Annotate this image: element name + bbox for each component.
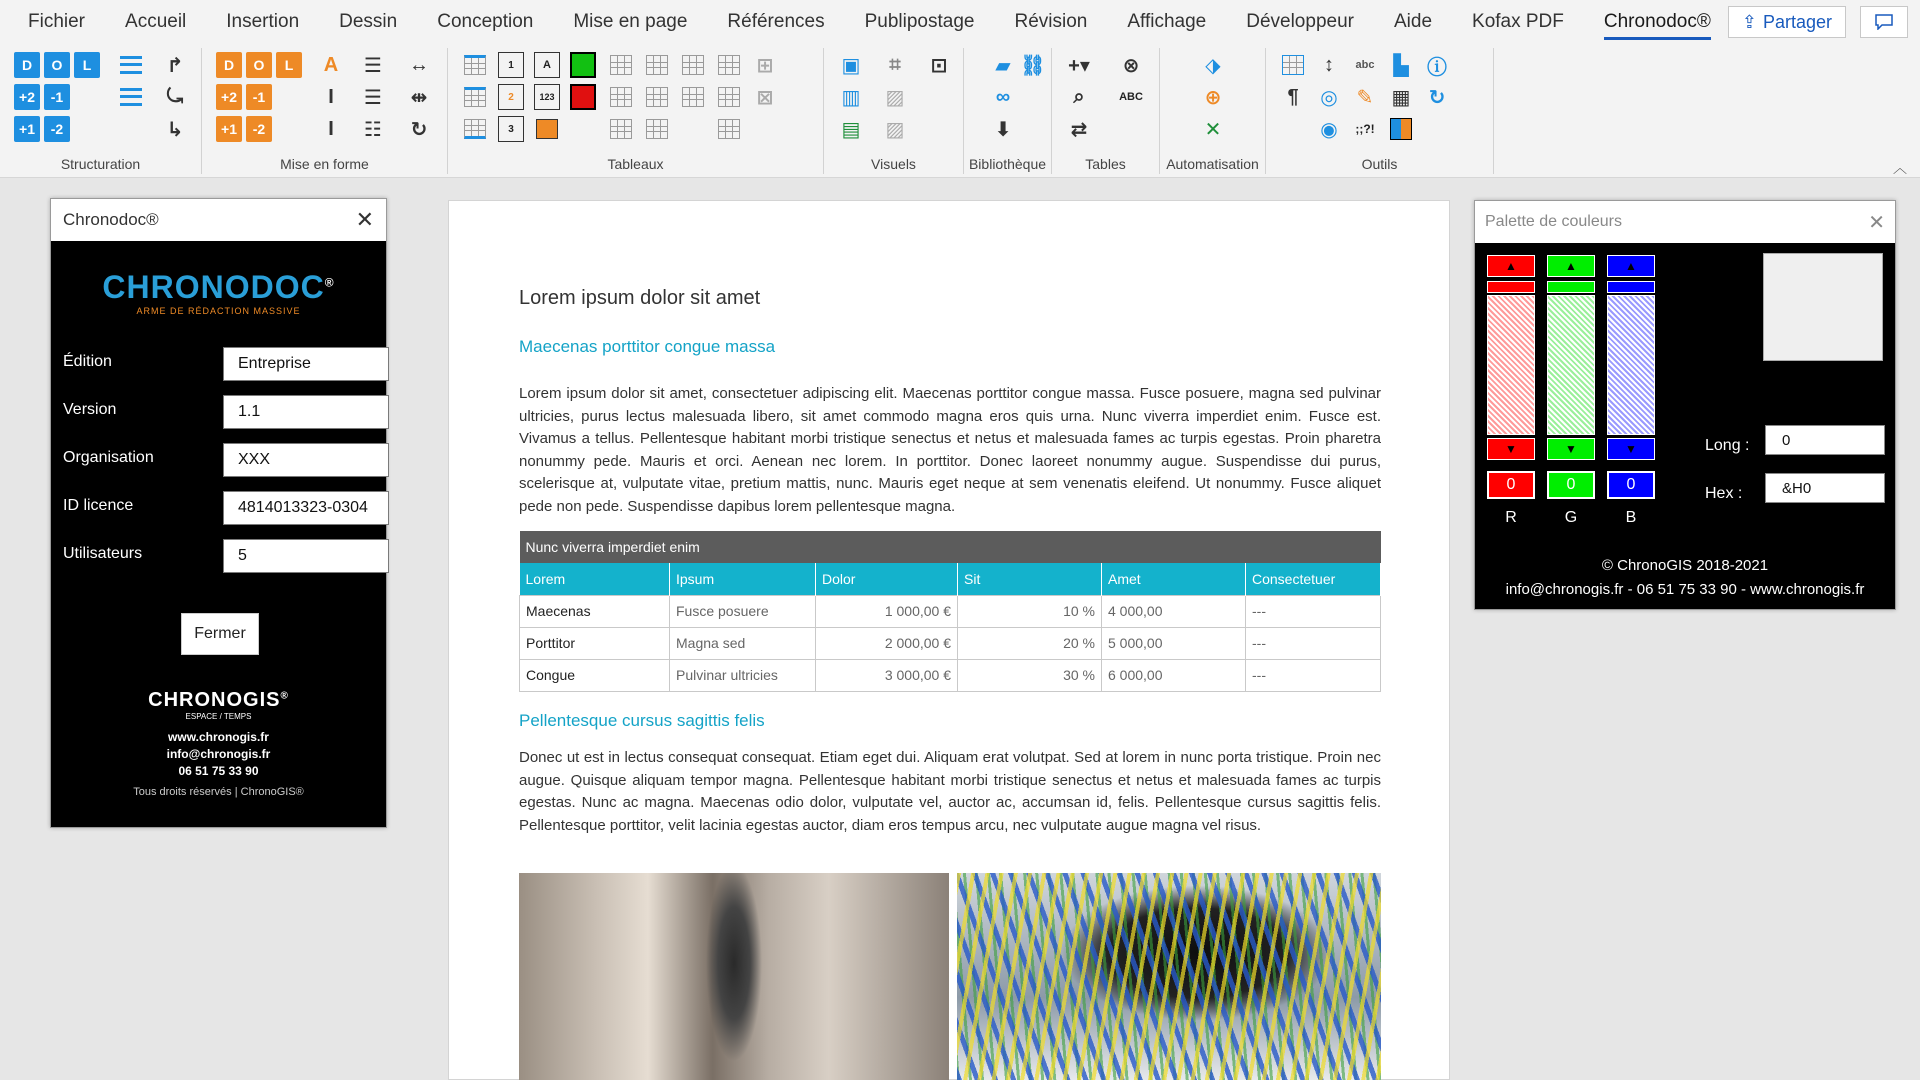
table-grid-4-icon[interactable] bbox=[716, 52, 742, 78]
footer-rights: Tous droits réservés | ChronoGIS® bbox=[133, 786, 304, 798]
table-cell: 10 % bbox=[958, 595, 1102, 627]
check-target-icon[interactable]: ◉ bbox=[1320, 118, 1338, 141]
struct-l-icon[interactable]: L bbox=[74, 52, 100, 78]
chronodoc-header bbox=[51, 199, 386, 241]
zoom-select-icon[interactable]: ⊕ bbox=[1204, 86, 1222, 109]
blue-down-arrow-icon[interactable]: ▼ bbox=[1607, 438, 1655, 460]
footer-web[interactable]: www.chronogis.fr bbox=[168, 730, 269, 744]
update-table-icon[interactable]: ⇄ bbox=[1070, 118, 1088, 141]
delete-table-icon[interactable]: ⊗ bbox=[1122, 54, 1140, 77]
red-down-arrow-icon[interactable]: ▼ bbox=[1487, 438, 1535, 460]
chronodoc-logo bbox=[51, 269, 386, 316]
table-grid-11-icon[interactable] bbox=[716, 116, 742, 142]
table-row bbox=[520, 659, 1381, 691]
pdf-icon[interactable]: ▙ bbox=[1393, 54, 1409, 77]
tab-revision[interactable]: Révision bbox=[1014, 11, 1088, 32]
table-header-row bbox=[520, 563, 1381, 595]
punctuation-icon[interactable]: ;;?! bbox=[1355, 122, 1375, 136]
green-up-arrow-icon[interactable]: ▲ bbox=[1547, 255, 1595, 277]
heading-2: Pellentesque cursus sagittis felis bbox=[519, 711, 765, 730]
format-d-icon[interactable]: D bbox=[216, 52, 242, 78]
arrow-right-icon[interactable]: ↱ bbox=[166, 54, 184, 77]
image-insert-icon[interactable]: ▣ bbox=[841, 54, 861, 77]
font-style-icon[interactable]: A bbox=[323, 53, 339, 76]
table-row bbox=[520, 627, 1381, 659]
search-table-icon[interactable]: ⌕ bbox=[1073, 85, 1085, 108]
field-edition bbox=[63, 347, 374, 383]
palette-header bbox=[1475, 201, 1895, 243]
licence-id-field[interactable]: 4814013323-0304 bbox=[223, 491, 389, 525]
group-label: Visuels bbox=[871, 156, 916, 172]
list-numbered-icon[interactable]: ☷ bbox=[364, 118, 382, 141]
folder-icon[interactable]: ▰ bbox=[995, 54, 1011, 77]
text-cursor-small-icon[interactable]: I bbox=[328, 117, 334, 140]
arrow-cycle-icon[interactable]: ⤿ bbox=[166, 85, 184, 108]
table-header: Ipsum bbox=[670, 563, 816, 595]
text-cursor-icon[interactable]: I bbox=[328, 85, 334, 108]
list-plain-icon[interactable]: ☰ bbox=[364, 86, 382, 109]
green-slider-track[interactable] bbox=[1547, 295, 1595, 435]
group-label: Outils bbox=[1361, 156, 1398, 172]
field-label: Organisation bbox=[63, 449, 154, 466]
format-plus2-icon[interactable]: +2 bbox=[216, 84, 242, 110]
table-caption: Nunc viverra imperdiet enim bbox=[520, 531, 1381, 563]
share-icon: ⇪ bbox=[1741, 11, 1758, 32]
wires-image bbox=[957, 873, 1381, 1080]
document-table bbox=[519, 531, 1381, 692]
drill-image bbox=[519, 873, 949, 1080]
table-delete-icon[interactable]: ⊠ bbox=[756, 86, 774, 109]
table-grid-6-icon[interactable] bbox=[644, 84, 670, 110]
struct-minus2-icon[interactable]: -2 bbox=[44, 116, 70, 142]
field-utilisateurs bbox=[63, 539, 374, 575]
palette-contact: info@chronogis.fr - 06 51 75 33 90 - www.chronogis.fr bbox=[1505, 581, 1865, 598]
red-slider[interactable] bbox=[1487, 255, 1535, 460]
tab-kofax-pdf[interactable]: Kofax PDF bbox=[1472, 11, 1564, 32]
blue-value[interactable]: 0 bbox=[1607, 471, 1655, 499]
tab-chronodoc[interactable]: Chronodoc® bbox=[1584, 0, 1731, 44]
tab-developpeur[interactable]: Développeur bbox=[1246, 11, 1354, 32]
table-one-icon[interactable]: 1 bbox=[498, 52, 524, 78]
tab-fichier[interactable]: Fichier bbox=[28, 11, 86, 32]
spread-arrows-icon[interactable]: ⇹ bbox=[410, 86, 428, 109]
chronogis-footer bbox=[51, 689, 386, 798]
target-icon[interactable]: ◎ bbox=[1320, 86, 1338, 109]
tab-mise-en-page[interactable]: Mise en page bbox=[573, 11, 688, 32]
table-grid-5-icon[interactable] bbox=[608, 84, 634, 110]
field-label: Version bbox=[63, 401, 117, 418]
table-insert-icon[interactable] bbox=[462, 52, 488, 78]
list-indent-icon[interactable] bbox=[118, 84, 144, 110]
list-lines-icon[interactable] bbox=[118, 52, 144, 78]
tab-accueil[interactable]: Accueil bbox=[125, 11, 187, 32]
menu-tabs bbox=[0, 0, 1731, 44]
red-slider-thumb[interactable] bbox=[1487, 281, 1535, 293]
table-grid-10-icon[interactable] bbox=[644, 116, 670, 142]
struct-o-icon[interactable]: O bbox=[44, 52, 70, 78]
version-field[interactable]: 1.1 bbox=[223, 395, 389, 429]
table-header: Dolor bbox=[816, 563, 958, 595]
red-value[interactable]: 0 bbox=[1487, 471, 1535, 499]
users-field[interactable]: 5 bbox=[223, 539, 389, 573]
table-cell: --- bbox=[1246, 595, 1381, 627]
green-slider-thumb[interactable] bbox=[1547, 281, 1595, 293]
group-outils bbox=[1266, 48, 1494, 174]
blue-slider-thumb[interactable] bbox=[1607, 281, 1655, 293]
field-version bbox=[63, 395, 374, 431]
field-label: Édition bbox=[63, 353, 112, 370]
comments-button[interactable] bbox=[1860, 6, 1908, 38]
format-plus1-icon[interactable]: +1 bbox=[216, 116, 242, 142]
chronodoc-logo-text: CHRONODOC bbox=[102, 269, 325, 305]
tab-publipostage[interactable]: Publipostage bbox=[864, 11, 975, 32]
group-automatisation bbox=[1160, 48, 1266, 174]
share-button[interactable] bbox=[1728, 6, 1846, 38]
pilcrow-icon[interactable]: ¶ bbox=[1287, 85, 1299, 108]
table-green-icon[interactable] bbox=[570, 52, 596, 78]
close-button[interactable]: Fermer bbox=[181, 613, 259, 655]
spread-horizontal-icon[interactable]: ↔ bbox=[409, 53, 429, 76]
crop-icon[interactable]: ⌗ bbox=[889, 53, 901, 76]
palette-panel bbox=[1474, 200, 1896, 610]
tools-grid-icon[interactable] bbox=[1280, 52, 1306, 78]
spellcheck-icon[interactable]: abc bbox=[1355, 59, 1375, 71]
palette-copyright: © ChronoGIS 2018-2021 bbox=[1601, 557, 1769, 574]
tab-insertion[interactable]: Insertion bbox=[226, 11, 300, 32]
tab-conception[interactable]: Conception bbox=[437, 11, 534, 32]
refresh-icon[interactable]: ↻ bbox=[410, 118, 428, 141]
color-palette-icon[interactable] bbox=[1388, 116, 1414, 142]
tab-aide[interactable]: Aide bbox=[1393, 11, 1433, 32]
collapse-ribbon-icon[interactable]: ︿ bbox=[1893, 160, 1907, 176]
struct-minus1-icon[interactable]: -1 bbox=[44, 84, 70, 110]
format-minus1-icon[interactable]: -1 bbox=[246, 84, 272, 110]
format-l-icon[interactable]: L bbox=[276, 52, 302, 78]
tab-references[interactable]: Références bbox=[727, 11, 825, 32]
table-grid-1-icon[interactable] bbox=[608, 52, 634, 78]
document-title: Lorem ipsum dolor sit amet bbox=[519, 287, 761, 309]
close-icon[interactable]: ✕ bbox=[355, 207, 374, 232]
info-icon[interactable]: ⓘ bbox=[1427, 56, 1447, 79]
group-mise-en-forme bbox=[202, 48, 448, 174]
table-grid-8-icon[interactable] bbox=[716, 84, 742, 110]
table-cell: 3 000,00 € bbox=[816, 659, 958, 691]
table-cell: 1 000,00 € bbox=[816, 595, 958, 627]
table-cell: Maecenas bbox=[520, 595, 670, 627]
field-label: ID licence bbox=[63, 497, 134, 514]
struct-plus1-icon[interactable]: +1 bbox=[14, 116, 40, 142]
long-label: Long : bbox=[1705, 437, 1750, 454]
table-footer-icon[interactable] bbox=[462, 116, 488, 142]
table-header: Sit bbox=[958, 563, 1102, 595]
table-grid-9-icon[interactable] bbox=[608, 116, 634, 142]
calculator-icon[interactable]: ▦ bbox=[1391, 86, 1411, 109]
document-page[interactable] bbox=[448, 200, 1450, 1080]
table-three-icon[interactable]: 3 bbox=[498, 116, 524, 142]
red-label: R bbox=[1505, 509, 1517, 526]
table-grid-2-icon[interactable] bbox=[644, 52, 670, 78]
excel-icon[interactable]: ✕ bbox=[1204, 118, 1222, 141]
table-cell: 6 000,00 bbox=[1102, 659, 1246, 691]
abc-icon[interactable]: ABC bbox=[1119, 91, 1143, 103]
image-frame-icon[interactable]: ⊡ bbox=[930, 54, 948, 77]
paragraph-1: Lorem ipsum dolor sit amet, consectetuer adipiscing elit. Maecenas porttitor congue massa. Fusce posuere, magna sed pulvinar ultricies, purus lectus malesuada libero, sit amet commodo magna eros quis urna. Nunc viverra imperdiet enim. Fusce est. Vivamus a tellus. Pellentesque habitant morbi tristique senectus et netus et malesuada fames ac turpis egestas. Proin pharetra nonummy pede. Mauris et orci. Aenean nec lorem. In porttitor. Donec laoreet nonummy augue. Suspendisse dui purus, scelerisque at, vulputate vitae, pretium mattis, nunc. Mauris eget neque at sem venenatis eleifend. Ut nonummy. Fusce aliquet pede non pede. Suspendisse dapibus lorem pellentesque magna. bbox=[519, 385, 1381, 515]
blue-up-arrow-icon[interactable]: ▲ bbox=[1607, 255, 1655, 277]
table-two-icon[interactable]: 2 bbox=[498, 84, 524, 110]
table-123-icon[interactable]: 123 bbox=[534, 84, 560, 110]
group-label: Structuration bbox=[60, 156, 141, 172]
footer-phone: 06 51 75 33 90 bbox=[178, 764, 259, 778]
download-icon[interactable]: ⬇ bbox=[994, 118, 1012, 141]
footer-mail[interactable]: info@chronogis.fr bbox=[166, 747, 271, 761]
table-cell: --- bbox=[1246, 659, 1381, 691]
format-o-icon[interactable]: O bbox=[246, 52, 272, 78]
hex-label: Hex : bbox=[1705, 485, 1743, 502]
image-green-icon[interactable]: ▤ bbox=[841, 118, 861, 141]
group-structuration bbox=[0, 48, 202, 174]
green-label: G bbox=[1564, 509, 1578, 526]
field-label: Utilisateurs bbox=[63, 545, 143, 562]
long-input[interactable]: 0 bbox=[1765, 425, 1885, 455]
group-label: Automatisation bbox=[1166, 156, 1259, 172]
heading-1: Maecenas porttitor congue massa bbox=[519, 337, 776, 356]
table-header: Amet bbox=[1102, 563, 1246, 595]
table-cell: Congue bbox=[520, 659, 670, 691]
table-cell: Pulvinar ultricies bbox=[670, 659, 816, 691]
refresh-tools-icon[interactable]: ↻ bbox=[1428, 86, 1446, 109]
vertical-space-icon[interactable]: ↕ bbox=[1324, 53, 1334, 76]
edition-field[interactable]: Entreprise bbox=[223, 347, 389, 381]
table-cell: Fusce posuere bbox=[670, 595, 816, 627]
edit-icon[interactable]: ✎ bbox=[1356, 86, 1374, 109]
table-header: Consectetuer bbox=[1246, 563, 1381, 595]
color-preview bbox=[1763, 253, 1883, 361]
footer-reg: ® bbox=[280, 690, 289, 702]
tab-affichage[interactable]: Affichage bbox=[1127, 11, 1207, 32]
image-gray-2-icon[interactable]: ▨ bbox=[885, 118, 905, 141]
green-down-arrow-icon[interactable]: ▼ bbox=[1547, 438, 1595, 460]
footer-tagline: ESPACE / TEMPS bbox=[185, 712, 252, 721]
palette-title: Palette de couleurs bbox=[1485, 213, 1622, 230]
table-cell: 2 000,00 € bbox=[816, 627, 958, 659]
group-bibliotheque bbox=[964, 48, 1052, 174]
table-grid-color-icon[interactable] bbox=[534, 116, 560, 142]
group-tables bbox=[1052, 48, 1160, 174]
organisation-field[interactable]: XXX bbox=[223, 443, 389, 477]
arrow-return-icon[interactable]: ↳ bbox=[166, 118, 184, 141]
list-bullets-icon[interactable]: ☰ bbox=[364, 54, 382, 77]
group-label: Mise en forme bbox=[280, 156, 369, 172]
chronodoc-body bbox=[51, 241, 386, 827]
chart-bars-icon[interactable]: ▥ bbox=[841, 86, 861, 109]
struct-d-icon[interactable]: D bbox=[14, 52, 40, 78]
table-cell: 4 000,00 bbox=[1102, 595, 1246, 627]
table-grid-3-icon[interactable] bbox=[680, 52, 706, 78]
binoculars-icon[interactable]: ∞ bbox=[995, 85, 1011, 108]
table-cell: Porttitor bbox=[520, 627, 670, 659]
blue-slider-track[interactable] bbox=[1607, 295, 1655, 435]
table-cell: --- bbox=[1246, 627, 1381, 659]
add-table-icon[interactable]: +▾ bbox=[1068, 54, 1090, 77]
close-icon[interactable]: ✕ bbox=[1868, 211, 1885, 234]
table-red-icon[interactable] bbox=[570, 84, 596, 110]
blue-slider[interactable] bbox=[1607, 255, 1655, 460]
table-cell: Magna sed bbox=[670, 627, 816, 659]
paragraph-2: Donec ut est in lectus consequat consequat. Etiam eget dui. Aliquam erat volutpat. Sed at lorem in nunc porta tristique. Proin nec augue. Quisque aliquam tempor magna. Pellentesque habitant morbi tristique senectus et netus et malesuada fames ac turpis egestas. Nunc ac magna. Maecenas odio dolor, vulputate vel, auctor ac, accumsan id, felis. Pellentesque cursus sagittis felis. Pellentesque porttitor, velit lacinia egestas auctor, diam eros tempus arcu, nec vulputate augue magna vel risus. bbox=[519, 749, 1381, 834]
share-label: Partager bbox=[1763, 11, 1833, 32]
ribbon bbox=[0, 44, 1920, 178]
red-up-arrow-icon[interactable]: ▲ bbox=[1487, 255, 1535, 277]
logo-reg: ® bbox=[324, 275, 335, 290]
chronodoc-title: Chronodoc® bbox=[63, 210, 159, 229]
table-split-icon[interactable]: ⊞ bbox=[756, 54, 774, 77]
format-minus2-icon[interactable]: -2 bbox=[246, 116, 272, 142]
green-slider[interactable] bbox=[1547, 255, 1595, 460]
chronodoc-panel bbox=[50, 198, 387, 828]
table-row bbox=[520, 595, 1381, 627]
field-id-licence bbox=[63, 491, 374, 527]
blue-label: B bbox=[1625, 509, 1637, 526]
group-tableaux bbox=[448, 48, 824, 174]
red-slider-track[interactable] bbox=[1487, 295, 1535, 435]
group-label: Bibliothèque bbox=[968, 156, 1047, 172]
field-organisation bbox=[63, 443, 374, 479]
tag-icon[interactable]: ⬗ bbox=[1205, 54, 1221, 77]
table-header: Lorem bbox=[520, 563, 670, 595]
table-refresh-icon[interactable] bbox=[462, 84, 488, 110]
green-value[interactable]: 0 bbox=[1547, 471, 1595, 499]
menu-bar bbox=[0, 0, 1920, 44]
image-gray-1-icon[interactable]: ▨ bbox=[885, 86, 905, 109]
table-cell: 5 000,00 bbox=[1102, 627, 1246, 659]
link-icon[interactable]: ⛓ bbox=[1020, 54, 1046, 77]
comment-icon bbox=[1875, 14, 1893, 30]
table-a-icon[interactable]: A bbox=[534, 52, 560, 78]
logo-tagline: ARME DE RÉDACTION MASSIVE bbox=[136, 306, 301, 316]
struct-plus2-icon[interactable]: +2 bbox=[14, 84, 40, 110]
table-grid-7-icon[interactable] bbox=[680, 84, 706, 110]
tab-dessin[interactable]: Dessin bbox=[339, 11, 398, 32]
table-cell: 20 % bbox=[958, 627, 1102, 659]
group-label: Tableaux bbox=[607, 156, 664, 172]
footer-brand: CHRONOGIS bbox=[148, 689, 281, 711]
table-cell: 30 % bbox=[958, 659, 1102, 691]
group-label: Tables bbox=[1085, 156, 1126, 172]
group-visuels bbox=[824, 48, 964, 174]
hex-input[interactable]: &H0 bbox=[1765, 473, 1885, 503]
